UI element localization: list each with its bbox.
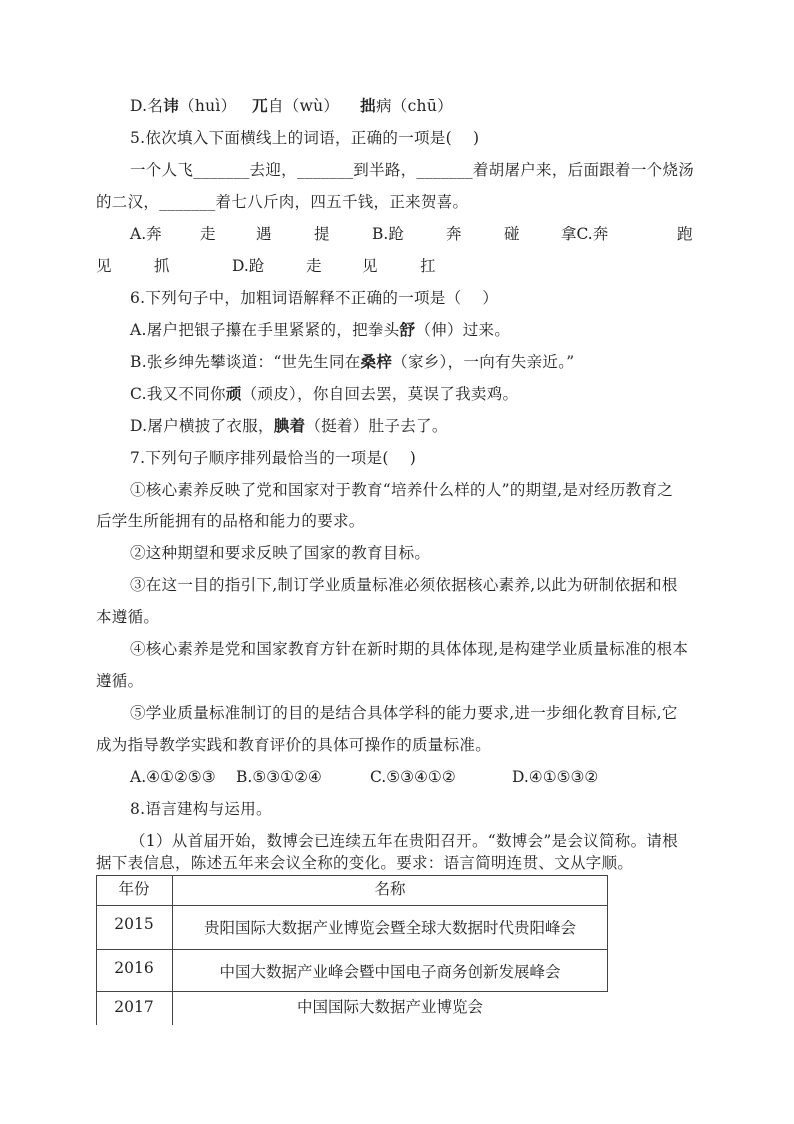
q7-sentence5-line2: 成为指导教学实践和教育评价的具体可操作的质量标准。: [96, 736, 492, 754]
q6-option-c: [130, 384, 518, 404]
q5-option-a-4: 提: [314, 225, 330, 243]
q5-option-c-4: 抓: [154, 257, 170, 275]
q7-title: 7.下列句子顺序排列最恰当的一项是( ): [130, 449, 417, 467]
q6c-bold-word: 顽: [225, 384, 242, 403]
q5-option-d-1: D.跄: [232, 257, 265, 275]
q4d-word3: 拙: [360, 96, 376, 115]
table-row-2017-name: 中国国际大数据产业博览会: [296, 998, 483, 1016]
q5-option-d-4: 扛: [420, 257, 436, 275]
q8-title: 8.语言建构与运用。: [130, 800, 272, 818]
q6b-bold-word: 桑梓: [360, 352, 393, 371]
q6d-text: D.屠户横披了衣服，: [130, 417, 274, 435]
q5-passage-line1: 一个人飞_______去迎，_______到半路，_______着胡屠户来，后面跟着一个烧汤: [130, 161, 695, 179]
q5-option-b-4: 拿C.奔: [561, 225, 609, 243]
q4d-word1: 讳: [163, 96, 180, 115]
q4d-pinyin1: （huì）: [179, 97, 237, 115]
q4d-pinyin2: （wù）: [283, 97, 340, 115]
q6-option-b: [130, 352, 574, 372]
q6a-text: A.屠户把银子攥在手里紧紧的，把拳头: [130, 321, 400, 339]
q7-sentence1-line2: 后学生所能拥有的品格和能力的要求。: [96, 512, 365, 530]
q6a-gloss: （伸）过来。: [415, 321, 511, 339]
q5-option-b-1: B.跄: [372, 225, 404, 243]
q6b-text: B.张乡绅先攀谈道：“世先生同在: [130, 353, 361, 371]
q7-option-a: A.④①②⑤③: [130, 768, 216, 786]
q4-option-d: [130, 96, 453, 116]
q5-option-a-3: 遇: [256, 225, 272, 243]
q4d-word2b: 自: [267, 97, 284, 115]
q5-option-d-3: 见: [362, 257, 378, 275]
q7-option-d: D.④①⑤③②: [512, 768, 599, 786]
q6c-text: C.我又不同你: [130, 385, 226, 403]
table-row-2015-name: 贵阳国际大数据产业博览会暨全球大数据时代贵阳峰会: [203, 919, 576, 937]
q6a-bold-word: 舒: [399, 320, 416, 339]
q7-sentence4-line2: 遵循。: [96, 672, 144, 690]
q6-option-a: [130, 320, 510, 340]
q5-title: 5.依次填入下面横线上的词语，正确的一项是( ): [130, 129, 480, 147]
q5-option-c-3: 见: [96, 257, 112, 275]
q7-sentence5-line1: ⑤学业质量标准制订的目的是结合具体学科的能力要求,进一步细化教育目标,它: [130, 704, 678, 722]
q4d-pinyin3: （chū）: [391, 97, 453, 115]
q5-option-c-2: 跑: [677, 225, 693, 243]
q8-prompt-line1: （1）从首届开始，数博会已连续五年在贵阳召开。“数博会”是会议简称。请根: [130, 832, 679, 850]
q6d-bold-word: 腆着: [273, 416, 306, 435]
q6b-gloss: （家乡），一向有失亲近。”: [392, 353, 575, 371]
q6c-gloss: （顽皮），你自回去罢，莫误了我卖鸡。: [241, 385, 519, 403]
conference-name-table: [96, 875, 608, 1025]
q5-option-d-2: 走: [306, 257, 322, 275]
q6d-gloss: （挺着）肚子去了。: [305, 417, 448, 435]
q7-sentence4-line1: ④核心素养是党和国家教育方针在新时期的具体体现,是构建学业质量标准的根本: [130, 640, 689, 658]
q6-title: 6.下列句子中，加粗词语解释不正确的一项是（ ）: [130, 289, 499, 307]
table-header-year: 年份: [118, 880, 150, 898]
table-row-2017-year: 2017: [114, 998, 154, 1016]
q7-option-c: C.⑤③④①②: [370, 768, 456, 786]
q5-option-b-3: 碰: [504, 225, 520, 243]
table-row-2016-name: 中国大数据产业峰会暨中国电子商务创新发展峰会: [219, 963, 561, 981]
q7-sentence3-line2: 本遵循。: [96, 608, 160, 626]
q4d-word2: 兀: [252, 96, 268, 115]
q8-prompt-line2: 据下表信息，陈述五年来会议全称的变化。要求：语言简明连贯、文从字顺。: [96, 854, 634, 872]
q5-option-b-2: 奔: [446, 225, 462, 243]
table-row-2015-year: 2015: [114, 915, 154, 933]
q5-passage-line2: 的二汉，_______着七八斤肉，四五千钱，正来贺喜。: [96, 193, 469, 211]
q4d-word3b: 病: [375, 97, 392, 115]
q6-option-d: [130, 416, 448, 436]
q7-sentence3-line1: ③在这一目的指引下,制订学业质量标准必须依据核心素养,以此为研制依据和根: [130, 576, 678, 594]
q7-sentence2: ②这种期望和要求反映了国家的教育目标。: [130, 544, 431, 562]
q4d-prefix: D.名: [130, 97, 164, 115]
table-row-2016-year: 2016: [114, 959, 154, 977]
q5-option-a-1: A.奔: [130, 225, 162, 243]
table-header-name: 名称: [374, 880, 406, 898]
q7-sentence1-line1: ①核心素养反映了党和国家对于教育“培养什么样的人”的期望,是对经历教育之: [130, 481, 674, 499]
q5-option-a-2: 走: [200, 225, 216, 243]
q7-option-b: B.⑤③①②④: [236, 768, 322, 786]
